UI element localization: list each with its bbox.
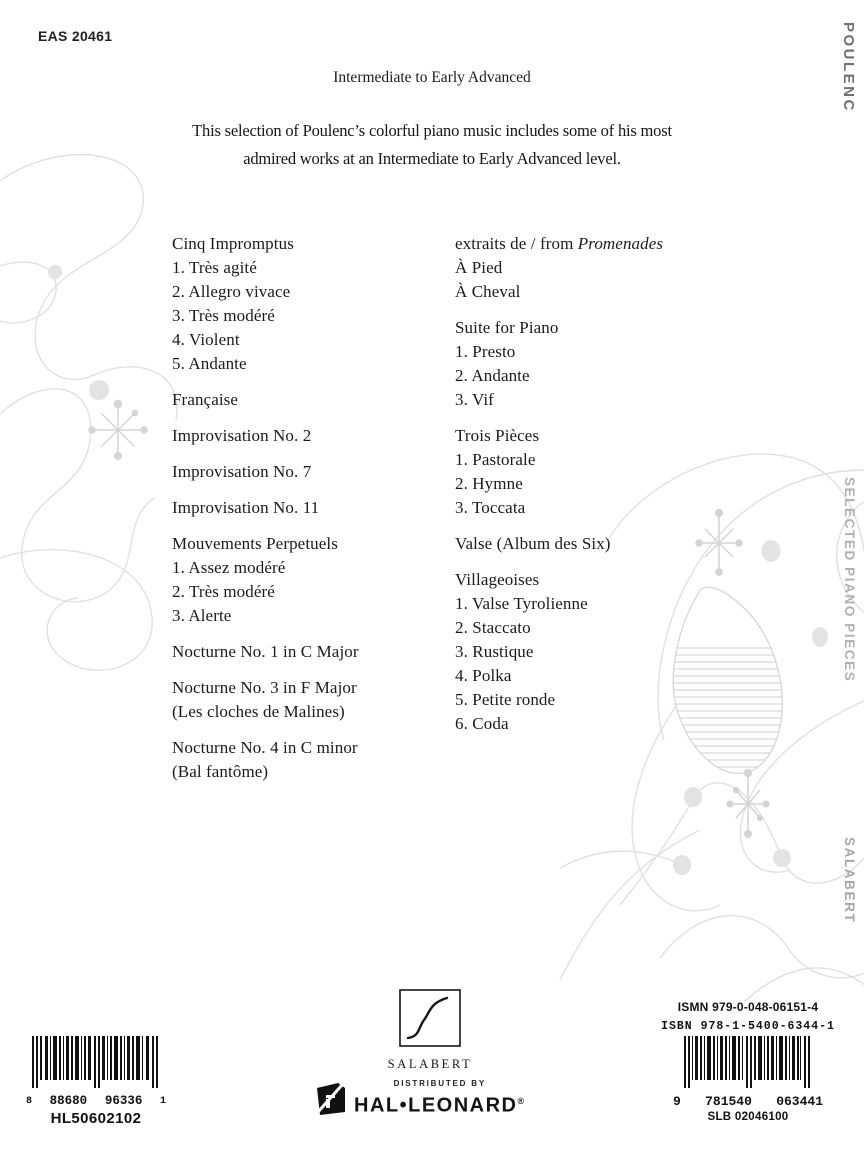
movement: 5. Andante [172,354,247,373]
description-line-2: admired works at an Intermediate to Early Advanced level. [243,149,621,168]
work-group-nocturne-4 [172,736,452,784]
registered-mark: ® [517,1096,526,1106]
ean-digits [673,1094,823,1109]
upc-last-digit: 1 [159,1096,166,1107]
movement: 3. Alerte [172,606,232,625]
description-paragraph [0,117,864,173]
work-title: Improvisation No. 11 [172,498,320,517]
movement: 5. Petite ronde [455,690,556,709]
ean-group-2: 063441 [776,1094,823,1109]
hal-leonard-logo-block [314,1079,526,1117]
movement: 1. Valse Tyrolienne [455,594,588,613]
work-subtitle: (Les cloches de Malines) [172,702,345,721]
spine-series: SELECTED PIANO PIECES [842,477,857,683]
work-group-nocturne-1 [172,640,452,664]
hal-leonard-wordmark [354,1090,526,1117]
upc-barcode [26,1036,166,1090]
movement: 6. Coda [455,714,509,733]
starburst-bottom [727,770,769,838]
work-title-italic: Promenades [577,234,664,253]
movement: 1. Pastorale [455,450,536,469]
work-group-nocturne-3 [172,676,452,724]
ean-first-digit: 9 [673,1094,681,1109]
hal-leonard-name: HAL•LEONARD [354,1094,518,1117]
starburst-left [89,400,147,459]
movement: À Cheval [455,282,521,301]
work-title: Nocturne No. 4 in C minor [172,738,358,757]
hal-leonard-logo-mark-icon [314,1081,348,1117]
work-title: Nocturne No. 1 in C Major [172,642,359,661]
contents-right-column [455,232,735,748]
movement: 2. Très modéré [172,582,275,601]
movement: 3. Toccata [455,498,526,517]
movement: 1. Assez modéré [172,558,286,577]
movement: 4. Polka [455,666,512,685]
salabert-logo-icon [399,989,461,1047]
movement: 2. Allegro vivace [172,282,291,301]
movement: À Pied [455,258,503,277]
upc-first-digit: 8 [26,1096,33,1107]
work-group-trois-pieces [455,424,735,520]
work-title: Suite for Piano [455,318,559,337]
salabert-logo-text: SALABERT [387,1057,473,1071]
contents-left-column [172,232,452,796]
isbn-codes-block [660,1000,836,1123]
movement: 1. Très agité [172,258,257,277]
slb-number: SLB 02046100 [707,1111,789,1123]
spine-publisher: SALABERT [842,837,857,924]
work-title: Valse (Album des Six) [455,534,611,553]
distributed-by-label: DISTRIBUTED BY [393,1079,486,1088]
movement: 2. Hymne [455,474,523,493]
description-line-1: This selection of Poulenc’s colorful piano music includes some of his most [192,121,672,140]
movement: 1. Presto [455,342,516,361]
work-title: Trois Pièces [455,426,540,445]
work-title: Improvisation No. 2 [172,426,312,445]
ean-group-1: 781540 [705,1094,752,1109]
work-title: Cinq Impromptus [172,234,294,253]
movement: 3. Rustique [455,642,534,661]
work-group-improvisation-11 [172,496,452,520]
work-title-prefix: extraits de / from [455,234,578,253]
work-title: Improvisation No. 7 [172,462,312,481]
movement: 2. Staccato [455,618,531,637]
movement: 3. Très modéré [172,306,275,325]
work-group-cinq-impromptus [172,232,452,376]
movement: 2. Andante [455,366,530,385]
work-group-improvisation-7 [172,460,452,484]
movement: 3. Vif [455,390,494,409]
work-group-villageoises [455,568,735,736]
upc-group-2: 96336 [104,1094,143,1108]
movement: 4. Violent [172,330,240,349]
plate-number: EAS 20461 [38,28,113,44]
work-title: Française [172,390,239,409]
work-group-promenades [455,232,735,304]
work-title [455,232,735,256]
upc-group-1: 88680 [49,1094,88,1108]
catalog-number: HL50602102 [50,1110,142,1127]
work-group-suite-for-piano [455,316,735,412]
work-group-francaise [172,388,452,412]
salabert-logo-block [366,989,494,1072]
hal-leonard-text-block [354,1079,526,1117]
upc-barcode-block [26,1036,166,1127]
work-group-valse [455,532,735,556]
work-title: Villageoises [455,570,540,589]
ean-barcode [678,1036,818,1090]
work-title: Nocturne No. 3 in F Major [172,678,357,697]
work-group-mouvements-perpetuels [172,532,452,628]
work-group-improvisation-2 [172,424,452,448]
work-title: Mouvements Perpetuels [172,534,338,553]
level-caption: Intermediate to Early Advanced [333,69,531,86]
upc-digits [26,1094,166,1108]
work-subtitle: (Bal fantôme) [172,762,269,781]
spine-composer: POULENC [840,22,857,113]
isbn-number: ISBN 978-1-5400-6344-1 [661,1020,835,1033]
ismn-number: ISMN 979-0-048-06151-4 [677,1000,819,1014]
